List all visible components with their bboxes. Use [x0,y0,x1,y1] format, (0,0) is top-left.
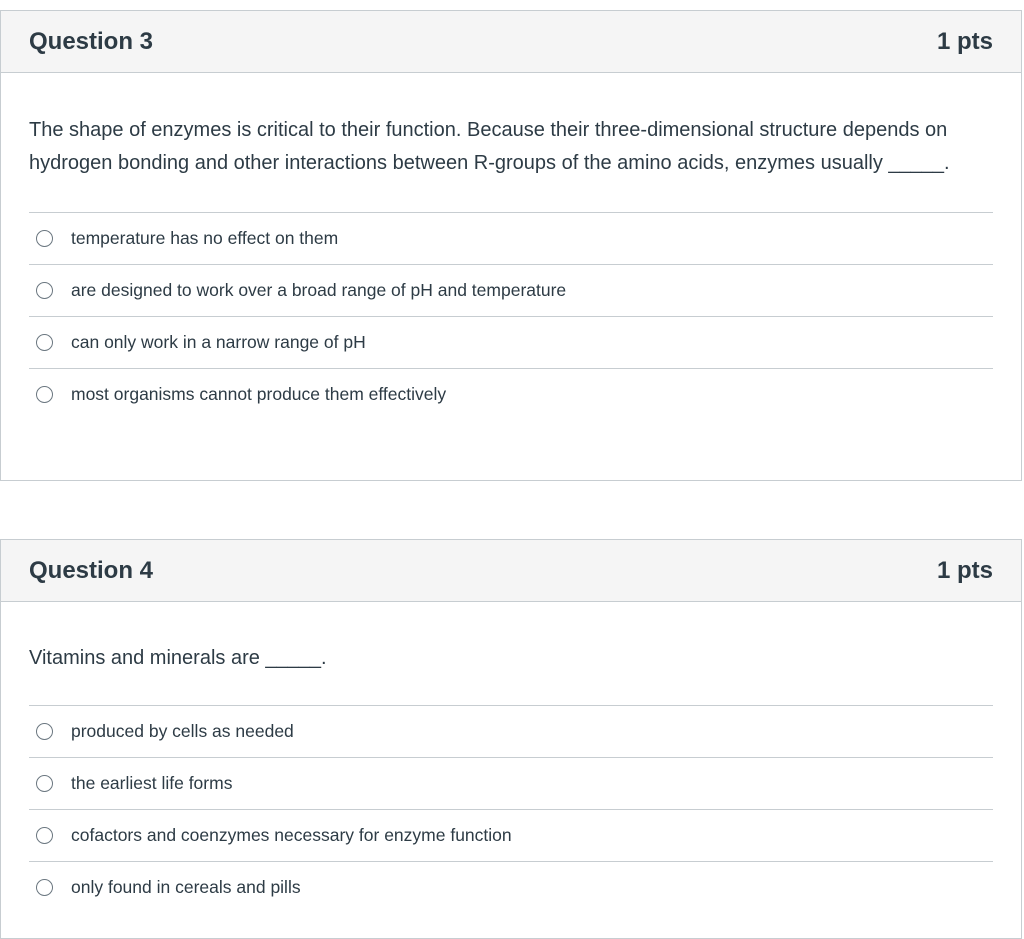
answer-option[interactable] [29,809,993,861]
question-points: 1 pts [936,27,993,55]
answer-label: produced by cells as needed [71,721,294,741]
answer-list [29,212,993,420]
answer-option[interactable] [29,757,993,809]
question-4-card [0,539,1022,939]
radio-button[interactable] [36,723,53,740]
answer-label: the earliest life forms [71,773,233,793]
radio-button[interactable] [36,827,53,844]
answer-label: are designed to work over a broad range of pH and temperature [71,280,567,300]
question-title: Question 4 [29,556,154,584]
answer-label: most organisms cannot produce them effectively [71,384,447,404]
answer-option[interactable] [29,368,993,420]
question-header [1,540,1021,602]
question-header [1,11,1021,73]
question-3-card [0,10,1022,481]
answer-option[interactable] [29,705,993,757]
radio-button[interactable] [36,230,53,247]
answer-label: can only work in a narrow range of pH [71,332,366,352]
answer-option[interactable] [29,861,993,913]
question-body [1,73,1021,420]
answer-label: cofactors and coenzymes necessary for enzyme function [71,825,512,845]
question-points: 1 pts [936,556,993,584]
answer-list [29,705,993,913]
question-title: Question 3 [29,27,154,55]
question-body [1,602,1021,913]
radio-button[interactable] [36,775,53,792]
question-text: Vitamins and minerals are _____. [29,647,327,669]
question-text: The shape of enzymes is critical to their function. Because their three-dimensional structure depends on hydrogen bonding and other interactions between R-groups of the amino acids, enzymes usually _____. [29,119,950,174]
radio-button[interactable] [36,282,53,299]
radio-button[interactable] [36,334,53,351]
answer-option[interactable] [29,264,993,316]
radio-button[interactable] [36,386,53,403]
radio-button[interactable] [36,879,53,896]
answer-label: only found in cereals and pills [71,877,301,897]
answer-option[interactable] [29,212,993,264]
answer-label: temperature has no effect on them [71,228,339,248]
answer-option[interactable] [29,316,993,368]
